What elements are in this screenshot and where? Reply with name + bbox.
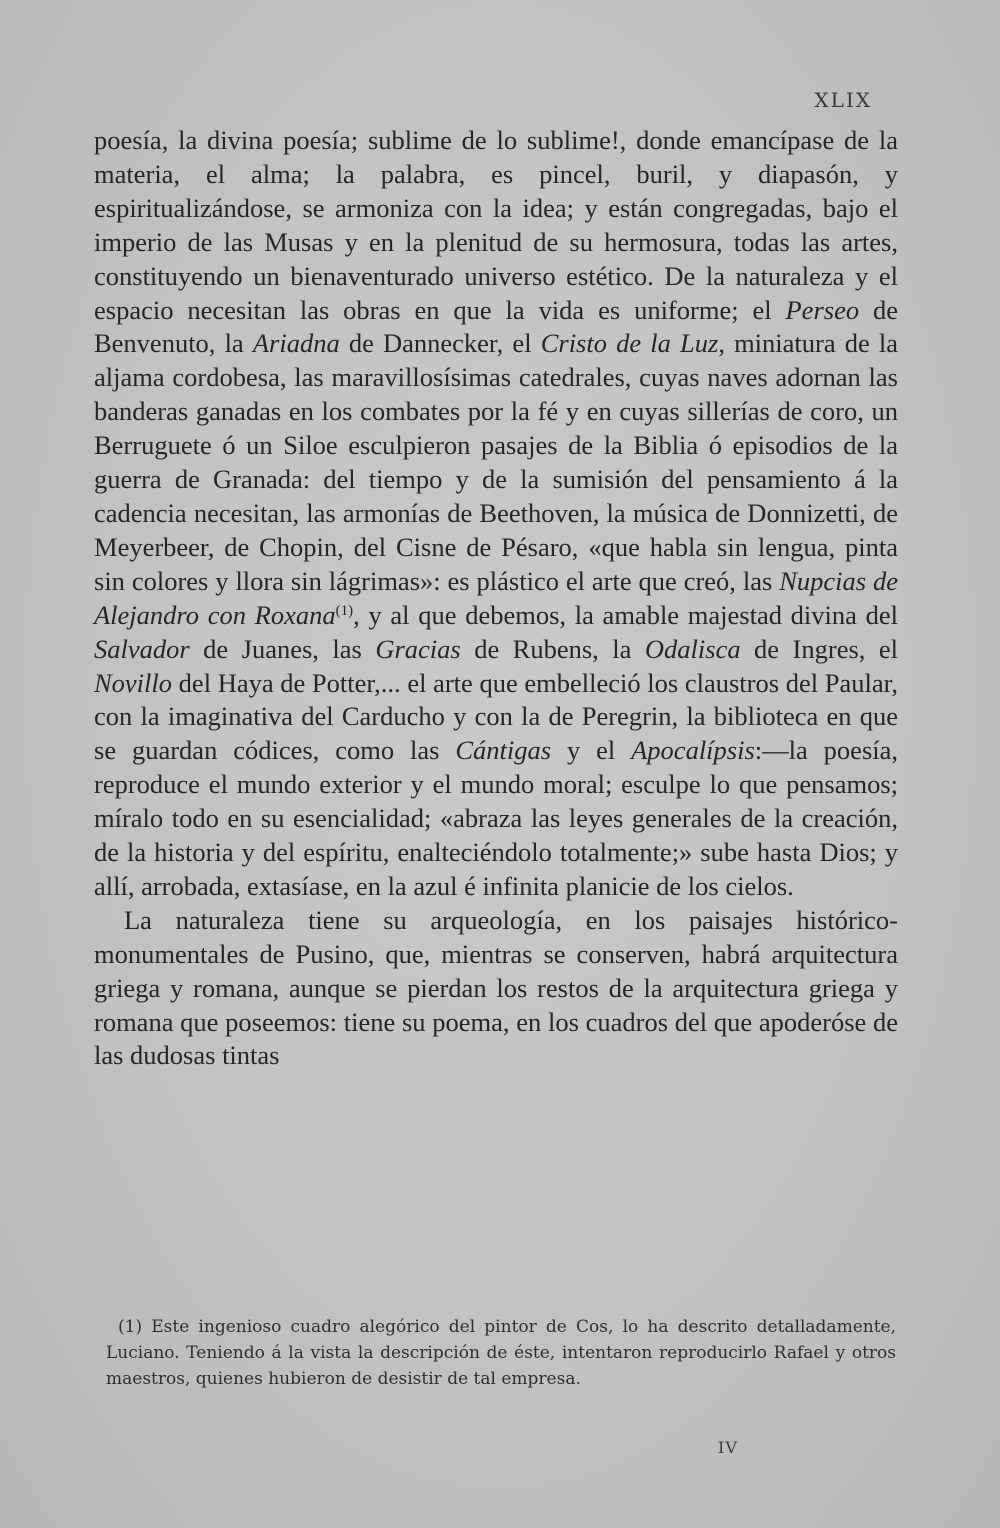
text-run: poesía, la divina poesía; sublime de lo sublime!, donde emancípase de la materia, el alma; la palabra, es pincel, buril, y diapasón, y espiritualizándose, se armoniza con la idea; y están congregadas, bajo el imperio de las Musas y en la plenitud de su hermosura, todas las artes, constituyendo un bienaventurado universo estético. De la naturaleza y el espacio necesitan las obras en que la vida es uniforme; el <box>94 125 898 325</box>
footnote: (1) Este ingenioso cuadro alegórico del pintor de Cos, lo ha descrito detalladamente, Luciano. Teniendo á la vista la descripción de éste, intentaron reproducirlo Rafael y otros maestros, quienes hubieron de desistir de tal empresa. <box>106 1317 896 1389</box>
italic-title-perseo: Perseo <box>785 294 860 325</box>
text-run: , y al que debemos, la amable majestad divina del <box>353 599 898 630</box>
text-run: del Haya de Potter,... el arte que embelleció los claustros del Paular, con la imaginativa del Carducho y con la de Peregrin, la biblioteca en que se guardan códices, como las <box>94 667 898 766</box>
italic-title-novillo: Novillo <box>94 667 173 698</box>
italic-title-salvador: Salvador <box>94 633 190 664</box>
text-run: , miniatura de la aljama cordobesa, las maravillosísimas catedrales, cuyas naves adornan las banderas ganadas en los combates por la fé y en cuyas sillerías de coro, un Berruguete ó un Siloe esculpieron pasajes de la Biblia ó episodios de la guerra de Granada: del tiempo y de la sumisión del pensamiento á la cadencia necesitan, las armonías de Beethoven, la música de Donnizetti, de Meyerbeer, de Chopin, del Cisne de Pésaro, «que habla sin lengua, pinta sin colores y llora sin lágrimas»: es plástico el arte que creó, las <box>94 328 899 596</box>
text-run: :—la poesía, reproduce el mundo exterior y el mundo moral; esculpe lo que pensamos; míralo todo en su esencialidad; «abraza las leyes generales de la creación, de la historia y del espíritu, enalteciéndolo totalmente;» sube hasta Dios; y allí, arrobada, extasíase, en la azul é infinita planicie de los cielos. <box>94 735 899 901</box>
italic-title-apocalipsis: Apocalípsis <box>631 735 755 766</box>
footnote-reference[interactable]: (1) <box>335 602 354 619</box>
body-text <box>94 124 898 1073</box>
text-run: de Juanes, las <box>189 633 376 664</box>
text-run: de Benvenuto, la <box>94 294 899 359</box>
italic-title-cantigas: Cántigas <box>455 735 552 766</box>
text-run: de Dannecker, el <box>339 328 541 359</box>
signature-mark: IV <box>718 1438 738 1457</box>
text-run: y el <box>551 735 632 766</box>
italic-title-cristo-de-la-luz: Cristo de la Luz <box>540 328 719 359</box>
paragraph-2: La naturaleza tiene su arqueología, en los paisajes histórico-monumentales de Pusino, que, mientras se conserven, habrá arquitectura griega y romana, aunque se pierdan los restos de la arquitectura griega y romana que poseemos: tiene su poema, en los cuadros del que apoderóse de las dudosas tintas <box>94 904 898 1071</box>
italic-title-ariadna: Ariadna <box>252 328 340 359</box>
page-number-roman: XLIX <box>814 88 872 112</box>
italic-title-nupcias: Nupcias de Alejandro con Roxana <box>94 565 898 630</box>
text-run: de Ingres, el <box>740 633 898 664</box>
text-run: de Rubens, la <box>460 633 645 664</box>
paragraph-1 <box>94 124 898 904</box>
italic-title-gracias: Gracias <box>375 633 461 664</box>
italic-title-odalisca: Odalisca <box>644 633 741 664</box>
